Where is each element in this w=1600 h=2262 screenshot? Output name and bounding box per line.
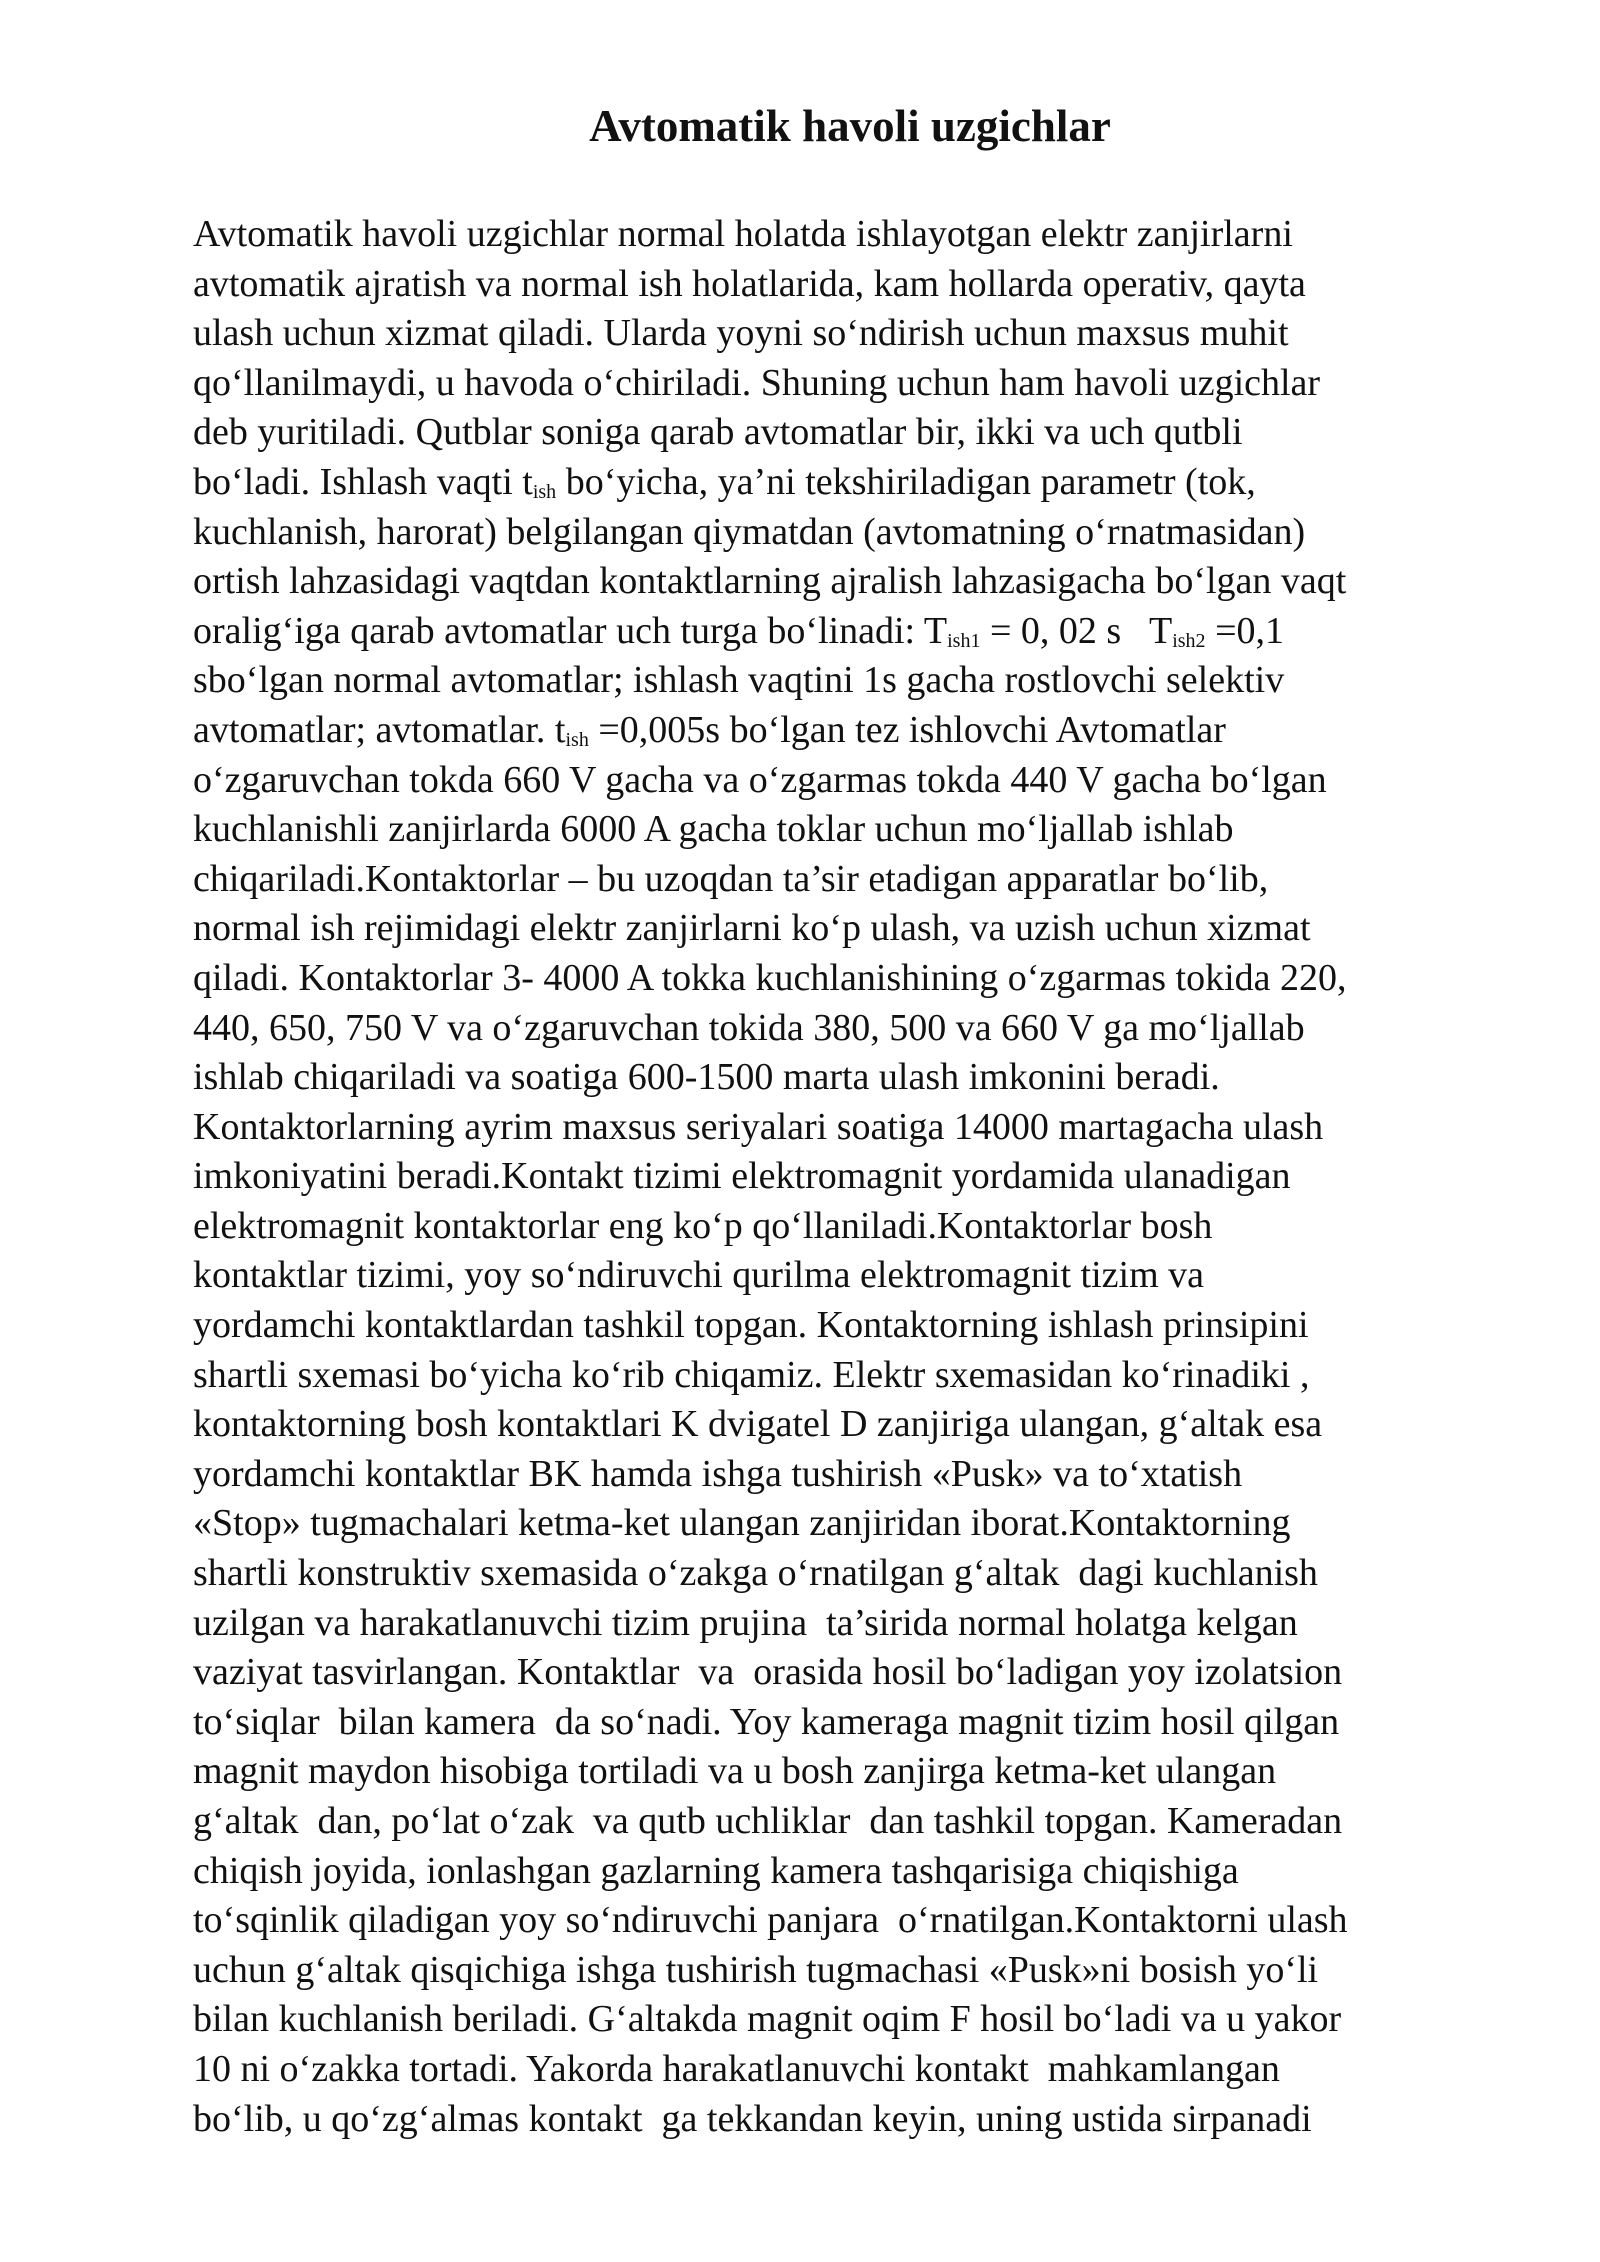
subscript: ish1 xyxy=(947,629,981,652)
text-line-11 xyxy=(193,706,1523,756)
text-line-25: kontaktorning bosh kontaktlari K dvigatel D zanjiriga ulangan, g‘altak esa xyxy=(193,1403,1323,1446)
text-line-7: kuchlanish, harorat) belgilangan qiymatdan (avtomatning o‘rnatmasidan) xyxy=(193,510,1306,553)
text-line-31: to‘siqlar bilan kamera da so‘nadi. Yoy kameraga magnit tizim hosil qilgan xyxy=(193,1700,1340,1743)
text-line-35: to‘sqinlik qiladigan yoy so‘ndiruvchi panjara o‘rnatilgan.Kontaktorni ulash xyxy=(193,1899,1348,1942)
text-line-4: qo‘llanilmaydi, u havoda o‘chiriladi. Shuning uchun ham havoli uzgichlar xyxy=(193,361,1321,404)
document-title: Avtomatik havoli uzgichlar xyxy=(589,101,1111,151)
text-line-29: uzilgan va harakatlanuvchi tizim prujina ta’sirida normal holatga kelgan xyxy=(193,1601,1298,1644)
text-line-23: yordamchi kontaktlardan tashkil topgan. Kontaktorning ishlash prinsipini xyxy=(193,1304,1309,1347)
text-line-19: Kontaktorlarning ayrim maxsus seriyalari soatiga 14000 martagacha ulash xyxy=(193,1105,1324,1148)
text-segment: oralig‘iga qarab avtomatlar uch turga bo‘linadi: T xyxy=(193,609,948,652)
text-segment: = 0, 02 s T xyxy=(980,609,1173,652)
subscript: ish2 xyxy=(1172,629,1206,652)
text-line-12: o‘zgaruvchan tokda 660 V gacha va o‘zgarmas tokda 440 V gacha bo‘lgan xyxy=(193,758,1327,801)
text-segment: bo‘yicha, ya’ni tekshiriladigan parametr (tok, xyxy=(556,460,1256,503)
text-line-13: kuchlanishli zanjirlarda 6000 A gacha toklar uchun mo‘ljallab ishlab xyxy=(193,808,1234,851)
text-line-20: imkoniyatini beradi.Kontakt tizimi elektromagnit yordamida ulanadigan xyxy=(193,1155,1291,1198)
text-line-24: shartli sxemasi bo‘yicha ko‘rib chiqamiz. Elektr sxemasidan ko‘rinadiki , xyxy=(193,1353,1310,1396)
text-line-34: chiqish joyida, ionlashgan gazlarning kamera tashqarisiga chiqishiga xyxy=(193,1849,1239,1892)
text-line-37: bilan kuchlanish beriladi. G‘altakda magnit oqim F hosil bo‘ladi va u yakor xyxy=(193,1998,1342,2041)
text-line-28: shartli konstruktiv sxemasida o‘zakga o‘rnatilgan g‘altak dagi kuchlanish xyxy=(193,1552,1318,1595)
text-segment: =0,005s bo‘lgan tez ishlovchi Avtomatlar xyxy=(588,708,1226,751)
text-line-27: «Stop» tugmachalari ketma-ket ulangan zanjiridan iborat.Kontaktorning xyxy=(193,1502,1291,1545)
text-segment: avtomatlar; avtomatlar. t xyxy=(193,708,566,751)
text-line-30: vaziyat tasvirlangan. Kontaktlar va orasida hosil bo‘ladigan yoy izolatsion xyxy=(193,1651,1343,1694)
text-line-10: sbo‘lgan normal avtomatlar; ishlash vaqtini 1s gacha rostlovchi selektiv xyxy=(193,659,1285,702)
text-line-6 xyxy=(193,458,1523,508)
text-line-39: bo‘lib, u qo‘zg‘almas kontakt ga tekkandan keyin, uning ustida sirpanadi xyxy=(193,2097,1312,2140)
subscript: ish xyxy=(565,728,589,751)
text-line-15: normal ish rejimidagi elektr zanjirlarni ko‘p ulash, va uzish uchun xizmat xyxy=(193,907,1311,950)
text-line-8: ortish lahzasidagi vaqtdan kontaktlarning ajralish lahzasigacha bo‘lgan vaqt xyxy=(193,560,1347,603)
text-line-2: avtomatik ajratish va normal ish holatlarida, kam hollarda operativ, qayta xyxy=(193,262,1306,305)
text-line-33: g‘altak dan, po‘lat o‘zak va qutb uchliklar dan tashkil topgan. Kameradan xyxy=(193,1800,1343,1842)
text-line-21: elektromagnit kontaktorlar eng ko‘p qo‘llaniladi.Kontaktorlar bosh xyxy=(193,1204,1213,1247)
text-line-18: ishlab chiqariladi va soatiga 600-1500 marta ulash imkonini beradi. xyxy=(193,1056,1220,1099)
text-line-36: uchun g‘altak qisqichiga ishga tushirish tugmachasi «Pusk»ni bosish yo‘li xyxy=(193,1948,1319,1991)
subscript: ish xyxy=(532,480,557,503)
text-segment: bo‘ladi. Ishlash vaqti t xyxy=(193,460,533,503)
text-line-32: magnit maydon hisobiga tortiladi va u bosh zanjirga ketma-ket ulangan xyxy=(193,1750,1277,1793)
text-line-9 xyxy=(193,607,1523,657)
text-line-38: 10 ni o‘zakka tortadi. Yakorda harakatlanuvchi kontakt mahkamlangan xyxy=(193,2047,1280,2090)
text-line-1: Avtomatik havoli uzgichlar normal holatda ishlayotgan elektr zanjirlarni xyxy=(193,213,1293,255)
text-line-22: kontaktlar tizimi, yoy so‘ndiruvchi qurilma elektromagnit tizim va xyxy=(193,1254,1204,1297)
text-line-3: ulash uchun xizmat qiladi. Ularda yoyni so‘ndirish uchun maxsus muhit xyxy=(193,312,1289,355)
text-line-5: deb yuritiladi. Qutblar soniga qarab avtomatlar bir, ikki va uch qutbli xyxy=(193,411,1243,454)
body-paragraph xyxy=(193,210,1523,2144)
text-line-14: chiqariladi.Kontaktorlar – bu uzoqdan ta’sir etadigan apparatlar bo‘lib, xyxy=(193,857,1269,900)
text-segment: =0,1 xyxy=(1205,609,1284,652)
text-line-17: 440, 650, 750 V va o‘zgaruvchan tokida 380, 500 va 660 V ga mo‘ljallab xyxy=(193,1006,1305,1049)
text-line-16: qiladi. Kontaktorlar 3- 4000 A tokka kuchlanishining o‘zgarmas tokida 220, xyxy=(193,956,1347,999)
text-line-26: yordamchi kontaktlar BK hamda ishga tushirish «Pusk» va to‘xtatish xyxy=(193,1452,1243,1495)
